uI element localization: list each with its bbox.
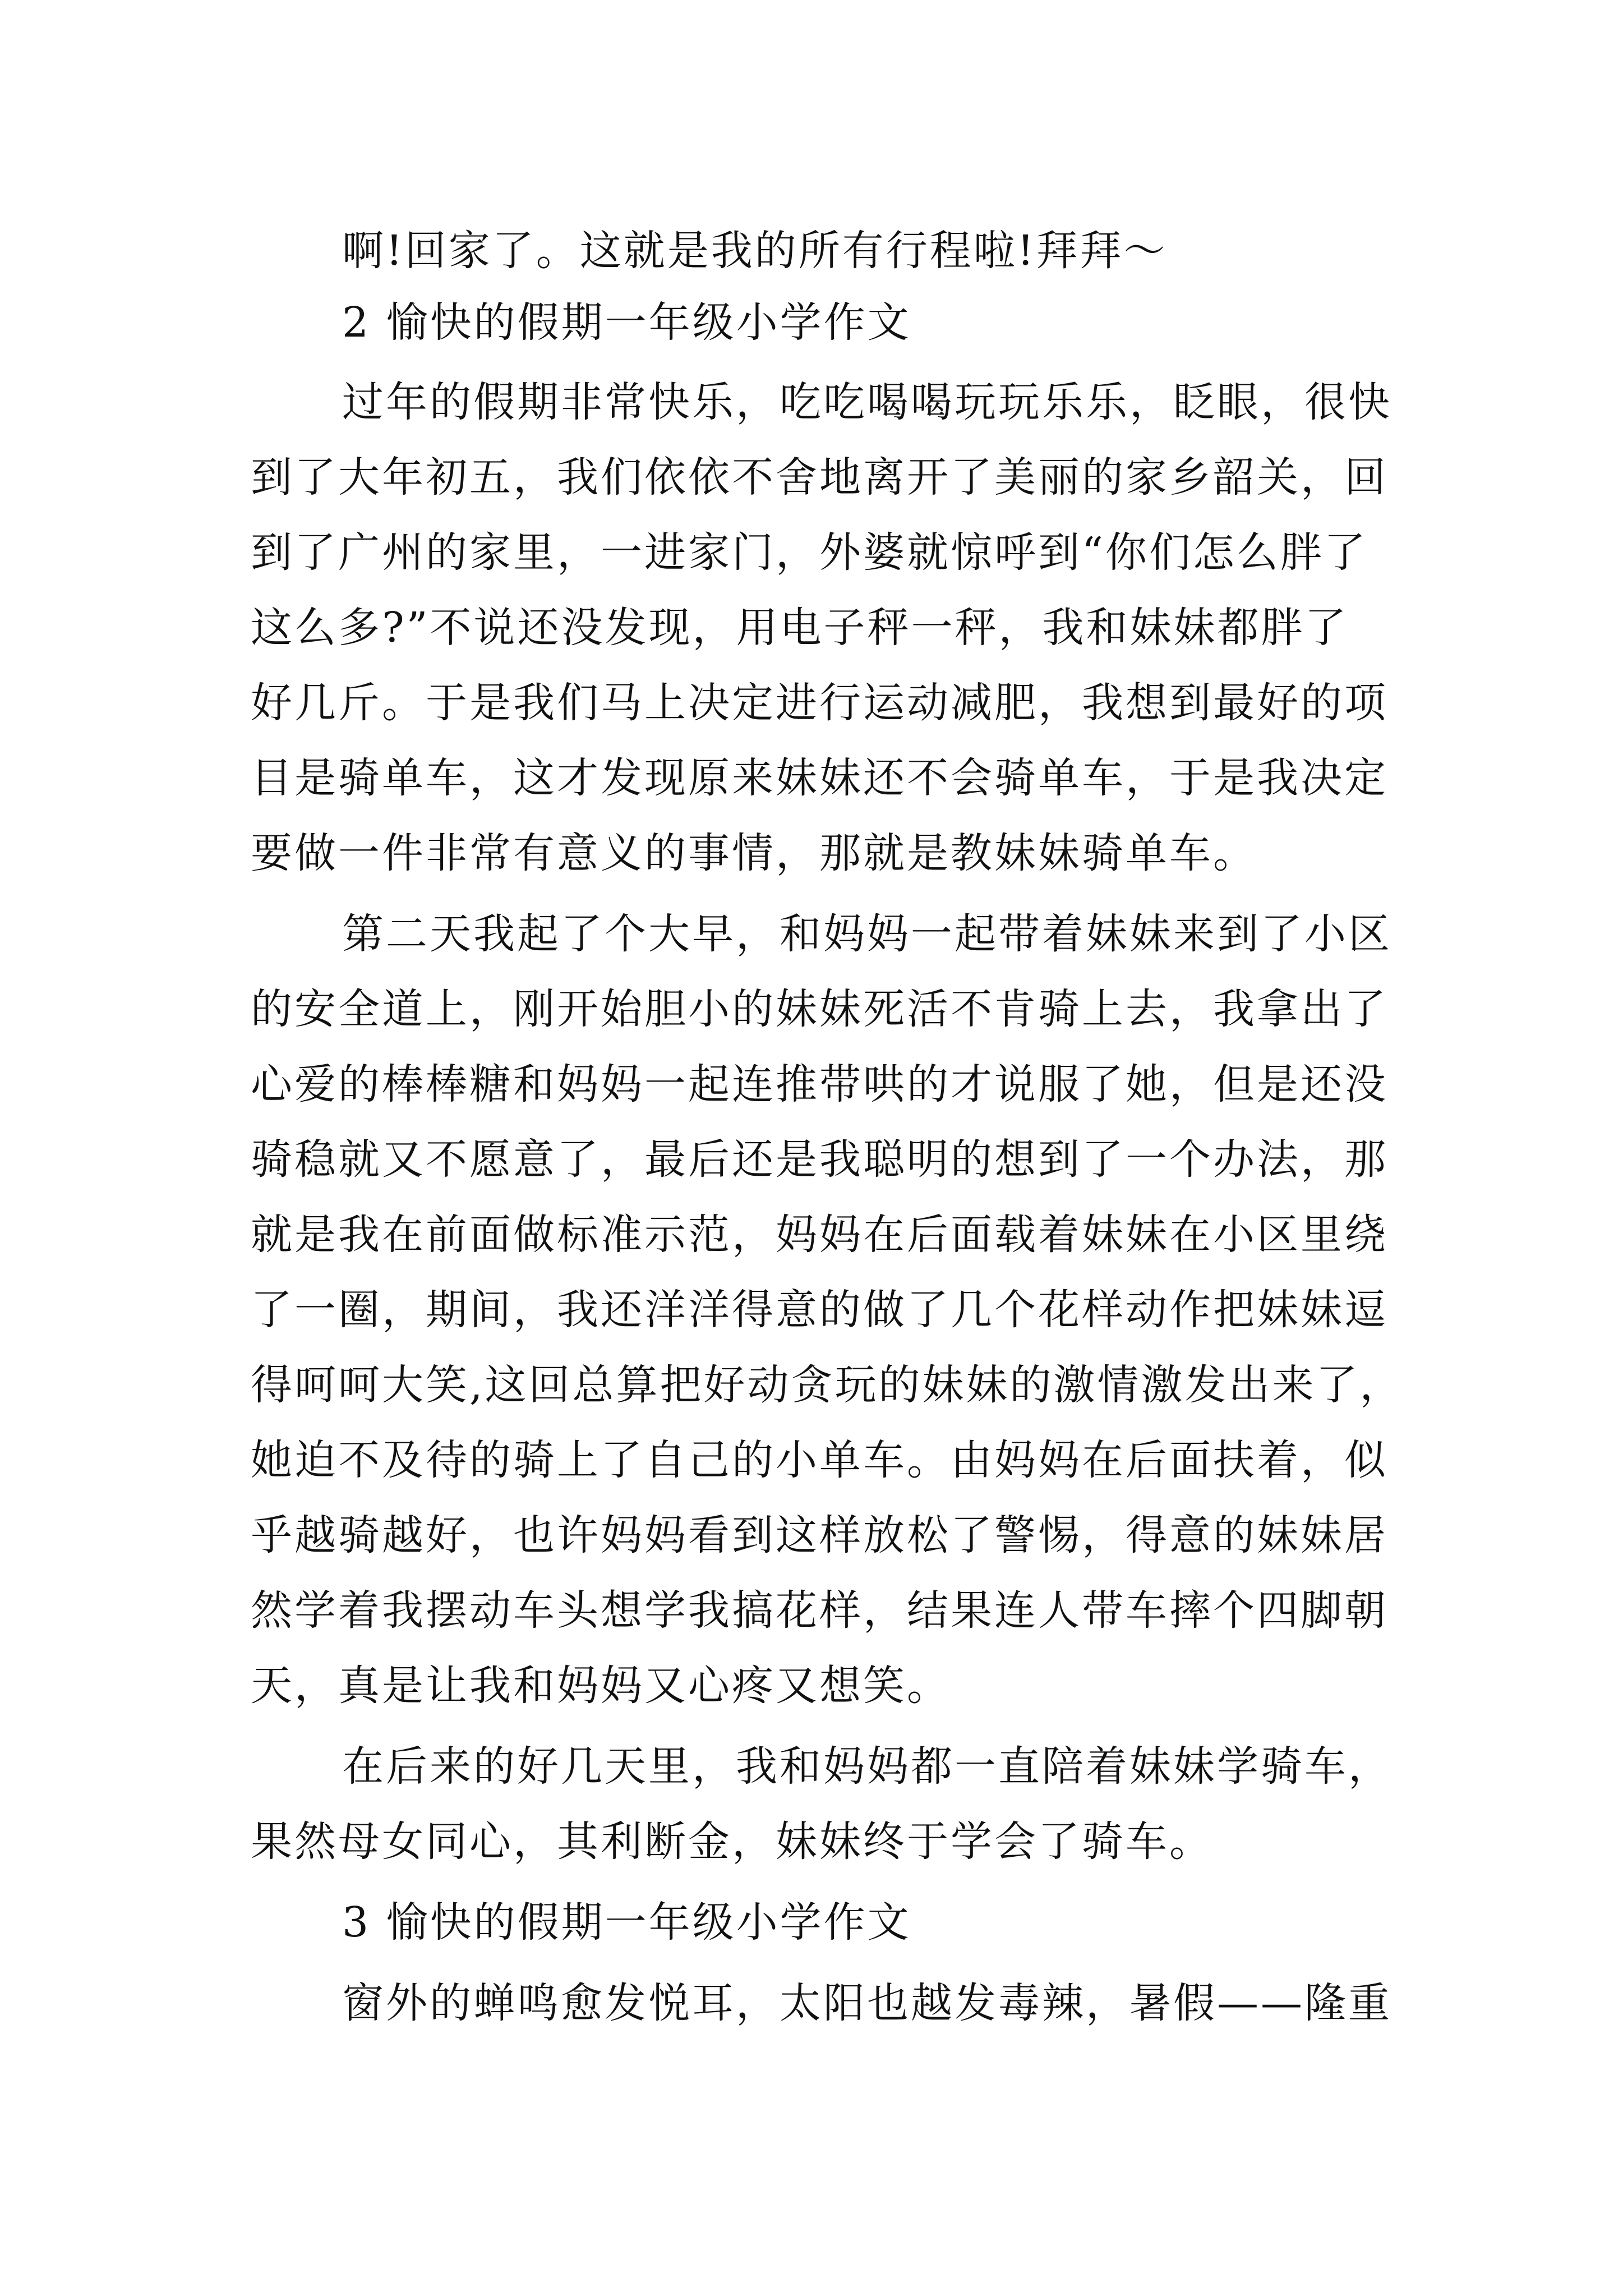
- text-line: 的安全道上，刚开始胆小的妹妹死活不肯骑上去，我拿出了: [251, 985, 1388, 1033]
- text-line: 就是我在前面做标准示范，妈妈在后面载着妹妹在小区里绕: [251, 1211, 1388, 1259]
- text-line: 果然母女同心，其利断金，妹妹终于学会了骑车。: [251, 1818, 1213, 1866]
- section-heading-text: 3 愉快的假期一年级小学作文: [342, 1898, 911, 1947]
- text-line: 窗外的蝉鸣愈发悦耳，太阳也越发毒辣，暑假——隆重: [342, 1979, 1392, 2027]
- text-line: 要做一件非常有意义的事情，那就是教妹妹骑单车。: [251, 829, 1257, 877]
- paragraph: [251, 1966, 1484, 2041]
- text-line: 她迫不及待的骑上了自己的小单车。由妈妈在后面扶着，似: [251, 1436, 1388, 1484]
- text-line: 第二天我起了个大早，和妈妈一起带着妹妹来到了小区: [342, 910, 1392, 958]
- section-heading-text: 2 愉快的假期一年级小学作文: [342, 298, 911, 347]
- text-line: 在后来的好几天里，我和妈妈都一直陪着妹妹学骑车，: [342, 1742, 1392, 1791]
- text-line: 骑稳就又不愿意了，最后还是我聪明的想到了一个办法，那: [251, 1135, 1388, 1184]
- text-line: 得呵呵大笑,这回总算把好动贪玩的妹妹的激情激发出来了，: [251, 1361, 1404, 1409]
- section-heading: [251, 285, 1484, 360]
- text-line: 到了大年初五，我们依依不舍地离开了美丽的家乡韶关，回: [251, 453, 1388, 501]
- text-line: 好几斤。于是我们马上决定进行运动减肥，我想到最好的项: [251, 679, 1388, 727]
- paragraph: [251, 1729, 1484, 1879]
- document-page: [251, 213, 1484, 2041]
- text-line: 啊!回家了。这就是我的所有行程啦!拜拜～: [342, 227, 1168, 275]
- paragraph: [251, 365, 1484, 891]
- section-heading: [251, 1885, 1484, 1960]
- text-line: 乎越骑越好，也许妈妈看到这样放松了警惕，得意的妹妹居: [251, 1511, 1388, 1559]
- text-line: 目是骑单车，这才发现原来妹妹还不会骑单车，于是我决定: [251, 754, 1388, 802]
- text-line: 过年的假期非常快乐，吃吃喝喝玩玩乐乐，眨眼，很快: [342, 378, 1392, 426]
- text-line: 然学着我摆动车头想学我搞花样，结果连人带车摔个四脚朝: [251, 1586, 1388, 1635]
- paragraph: [251, 213, 1484, 288]
- text-line: 到了广州的家里，一进家门，外婆就惊呼到“你们怎么胖了: [251, 528, 1368, 577]
- text-line: 了一圈，期间，我还洋洋得意的做了几个花样动作把妹妹逗: [251, 1286, 1388, 1334]
- paragraph: [251, 896, 1484, 1723]
- text-line: 这么多?”不说还没发现，用电子秤一秤，我和妹妹都胖了: [251, 604, 1349, 652]
- text-line: 天，真是让我和妈妈又心疼又想笑。: [251, 1662, 951, 1710]
- text-line: 心爱的棒棒糖和妈妈一起连推带哄的才说服了她，但是还没: [251, 1060, 1388, 1108]
